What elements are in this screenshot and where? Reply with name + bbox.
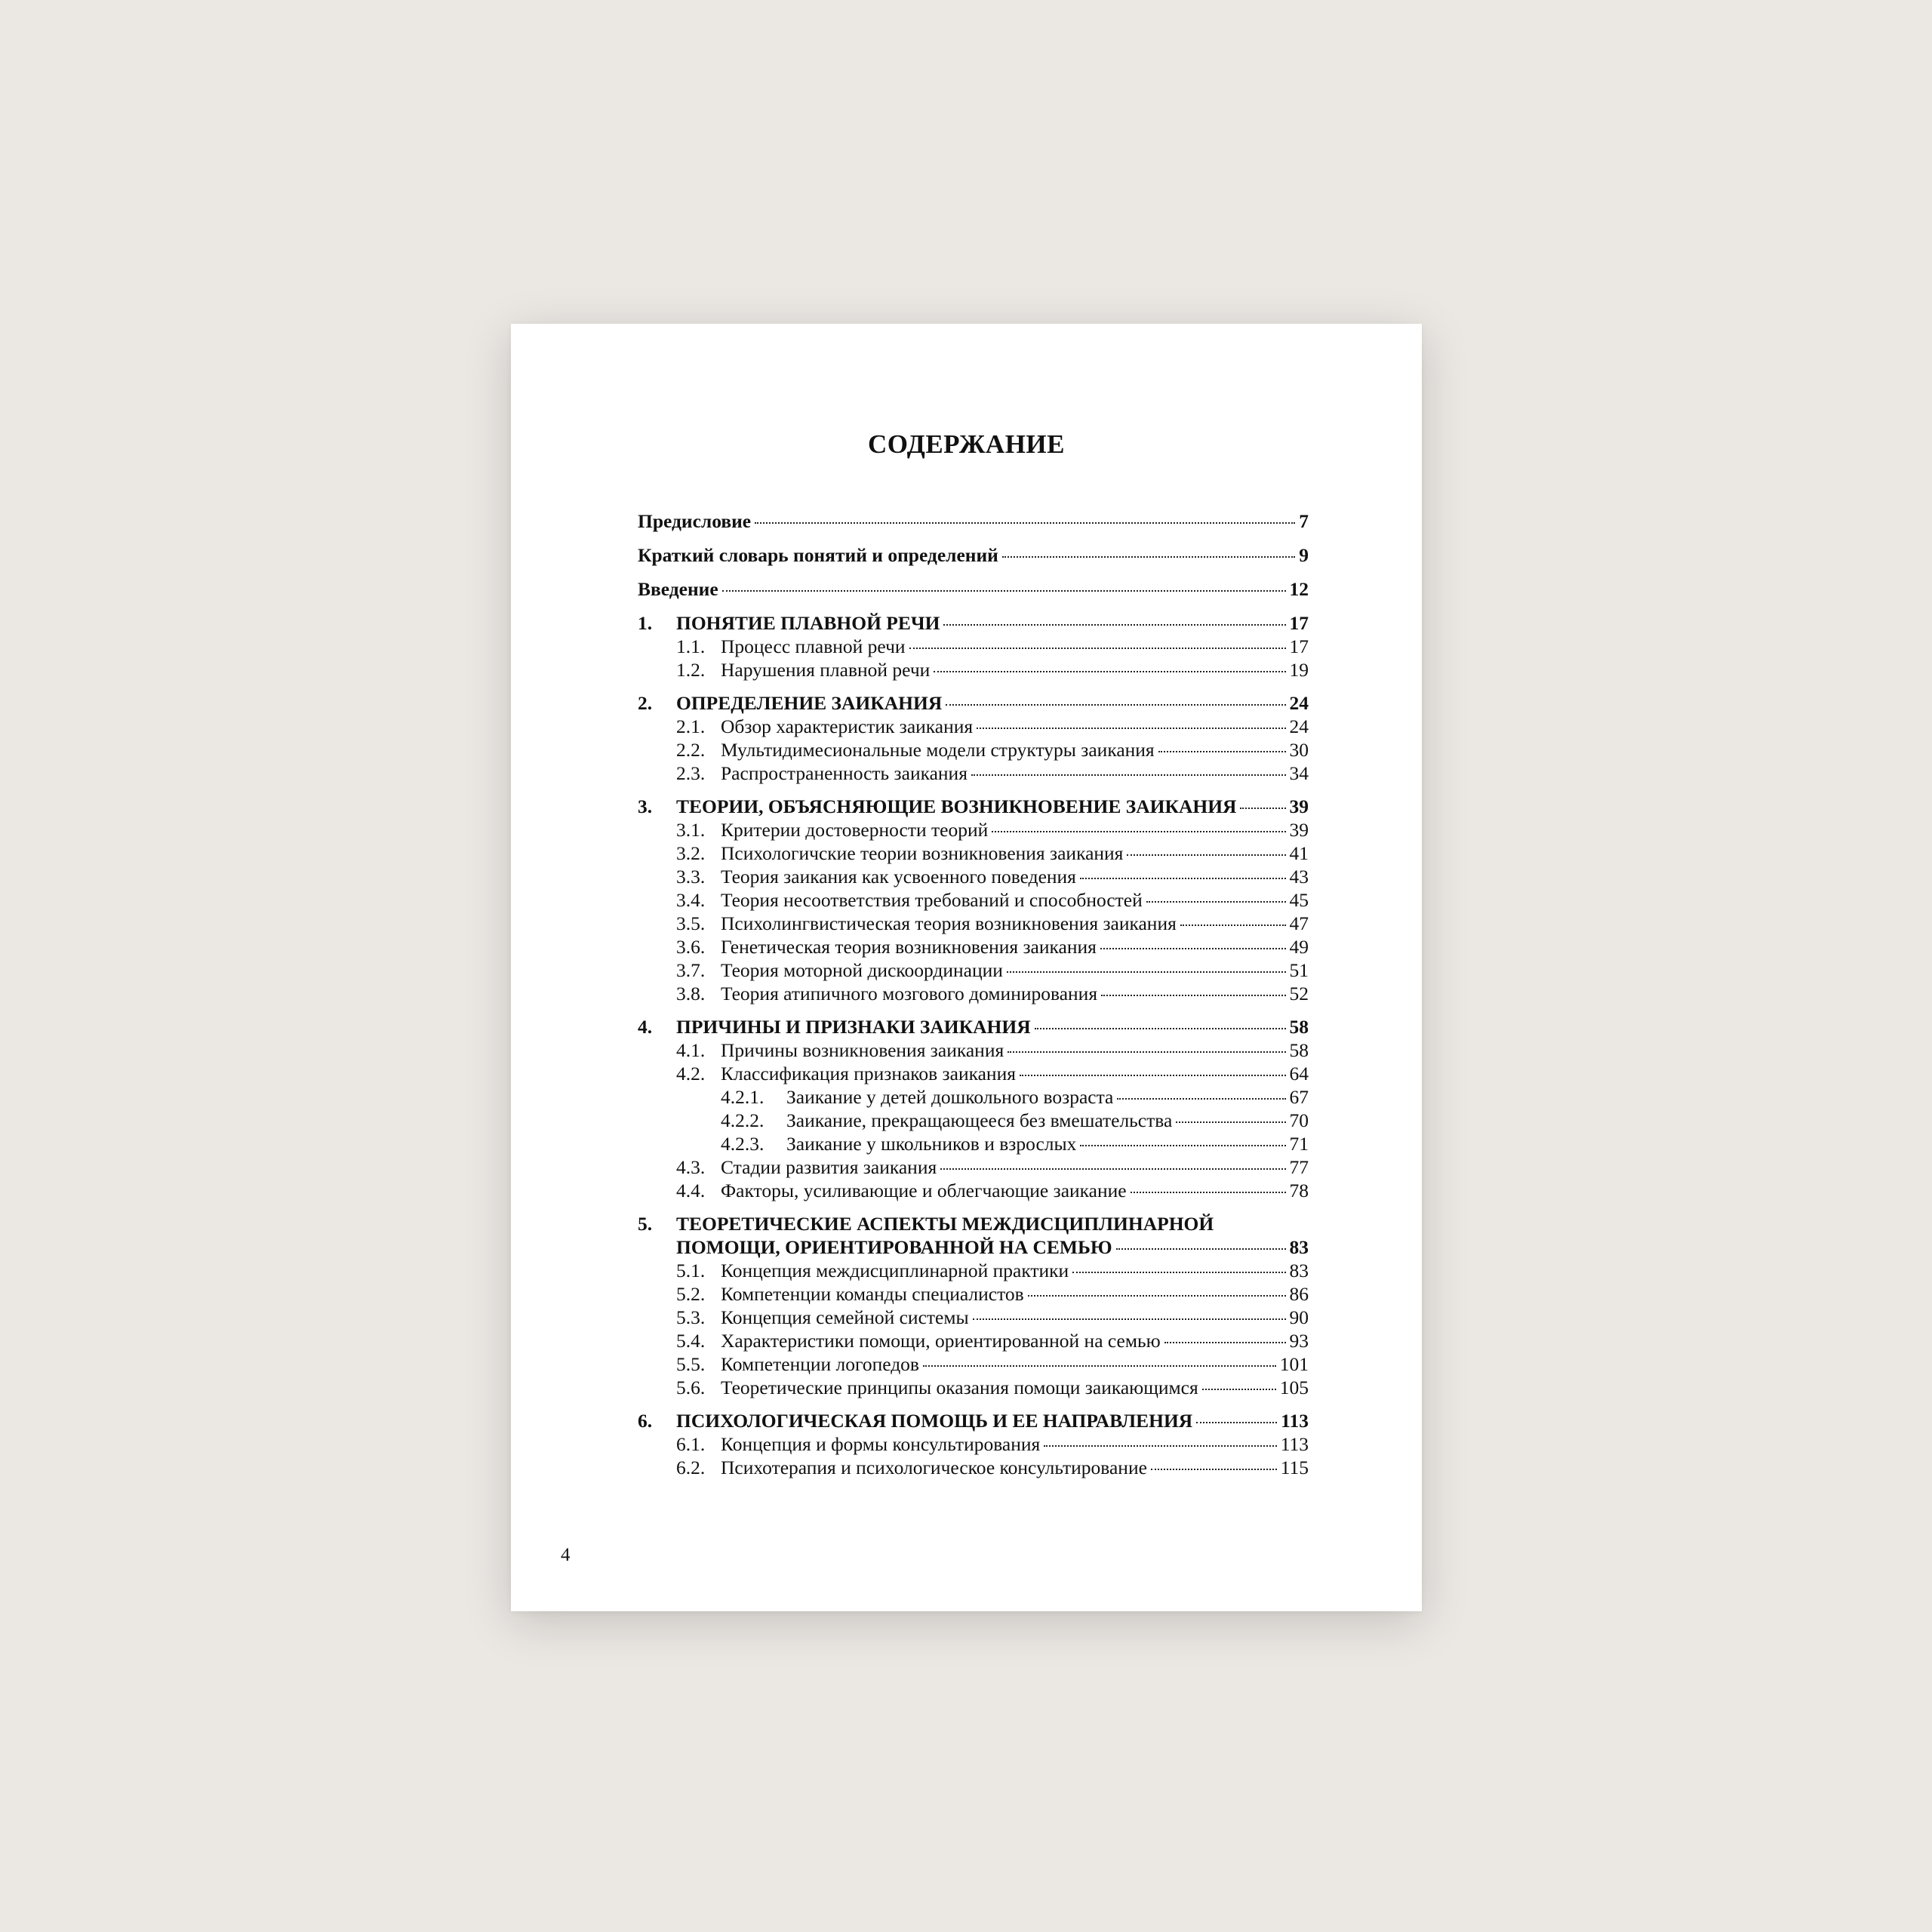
section-title: Критерии достоверности теорий [721, 819, 989, 841]
page-number: 64 [1289, 1063, 1309, 1084]
page-number: 47 [1289, 912, 1309, 934]
chapter-title: ПСИХОЛОГИЧЕСКАЯ ПОМОЩЬ И ЕЕ НАПРАВЛЕНИЯ [676, 1410, 1193, 1432]
dot-leader [1164, 1342, 1286, 1343]
section-number: 2.2. [676, 739, 706, 761]
dot-leader [1100, 948, 1286, 949]
dot-leader [977, 728, 1285, 729]
dot-leader [934, 671, 1285, 672]
dot-leader [1101, 995, 1285, 996]
dot-leader [1080, 878, 1286, 879]
page-number: 90 [1289, 1306, 1309, 1328]
page-number: 19 [1289, 659, 1309, 681]
dot-leader [1151, 1469, 1277, 1470]
section-title: Компетенции логопедов [721, 1353, 919, 1375]
page-number: 9 [1299, 544, 1309, 566]
dot-leader [1020, 1075, 1286, 1076]
chapter-title-line-1: ТЕОРЕТИЧЕСКИЕ АСПЕКТЫ МЕЖДИСЦИПЛИНАРНОЙ [676, 1213, 1214, 1235]
chapter-title-block [676, 1212, 1309, 1259]
section-number: 3.4. [676, 889, 706, 911]
toc-section[interactable] [638, 958, 1309, 982]
toc-title: СОДЕРЖАНИЕ [867, 429, 1065, 459]
section-title: Причины возникновения заикания [721, 1039, 1004, 1061]
section-title: Стадии развития заикания [721, 1156, 937, 1178]
entry-title: Предисловие [638, 510, 752, 532]
toc-section[interactable] [638, 1259, 1309, 1282]
subsection-title: Заикание у школьников и взрослых [786, 1133, 1077, 1155]
chapter-number: 6. [638, 1410, 653, 1432]
section-number: 4.2. [676, 1063, 706, 1084]
toc-section[interactable] [638, 912, 1309, 935]
section-title: Факторы, усиливающие и облегчающие заикание [721, 1180, 1127, 1201]
dot-leader [1080, 1145, 1285, 1146]
section-number: 3.2. [676, 842, 706, 864]
toc-section[interactable] [638, 935, 1309, 958]
chapter-number: 2. [638, 692, 653, 714]
toc-section[interactable] [638, 1179, 1309, 1202]
chapter-number: 4. [638, 1016, 653, 1038]
dot-leader [755, 522, 1295, 524]
toc-chapter-3[interactable] [638, 795, 1309, 818]
section-number: 4.3. [676, 1156, 706, 1178]
section-number: 4.1. [676, 1039, 706, 1061]
toc-chapter-4[interactable] [638, 1015, 1309, 1038]
section-title: Теоретические принципы оказания помощи заикающимся [721, 1377, 1198, 1398]
page-number: 86 [1289, 1283, 1309, 1305]
chapter-title-line-2-row [676, 1235, 1309, 1259]
toc-section[interactable] [638, 1155, 1309, 1179]
toc-section[interactable] [638, 1062, 1309, 1085]
dot-leader [1072, 1272, 1285, 1273]
section-number: 3.7. [676, 959, 706, 981]
toc-subsection[interactable] [638, 1085, 1309, 1109]
section-number: 5.1. [676, 1260, 706, 1281]
section-title: Обзор характеристик заикания [721, 715, 974, 737]
dot-leader [1035, 1028, 1286, 1029]
toc-section[interactable] [638, 841, 1309, 865]
dot-leader [1176, 1121, 1285, 1123]
dot-leader [1008, 1051, 1285, 1053]
subsection-number: 4.2.2. [721, 1109, 764, 1131]
dot-leader [722, 590, 1286, 592]
entry-title: Краткий словарь понятий и определений [638, 544, 998, 566]
dot-leader [1202, 1389, 1276, 1390]
table-of-contents [638, 509, 1309, 1479]
toc-section[interactable] [638, 818, 1309, 841]
toc-chapter-2[interactable] [638, 691, 1309, 715]
toc-section[interactable] [638, 658, 1309, 681]
section-title: Классификация признаков заикания [721, 1063, 1016, 1084]
page-number: 43 [1289, 866, 1309, 888]
section-number: 5.2. [676, 1283, 706, 1305]
section-number: 4.4. [676, 1180, 706, 1201]
section-number: 6.1. [676, 1433, 706, 1455]
chapter-number: 5. [638, 1213, 653, 1235]
section-title: Распространенность заикания [721, 762, 968, 784]
chapter-number: 3. [638, 795, 653, 817]
toc-section[interactable] [638, 1038, 1309, 1062]
section-title: Психологичские теории возникновения заикания [721, 842, 1124, 864]
page-number: 93 [1289, 1330, 1309, 1352]
entry-title: Введение [638, 578, 718, 600]
section-number: 2.3. [676, 762, 706, 784]
dot-leader [909, 648, 1286, 649]
toc-section[interactable] [638, 1329, 1309, 1352]
section-title: Компетенции команды специалистов [721, 1283, 1024, 1305]
page-folio-number: 4 [561, 1545, 571, 1565]
page-number: 101 [1279, 1353, 1309, 1375]
dot-leader [1196, 1422, 1277, 1423]
dot-leader [1127, 854, 1285, 856]
page-number: 52 [1289, 983, 1309, 1004]
page-number: 17 [1289, 635, 1309, 657]
section-title: Теория несоответствия требований и способностей [721, 889, 1143, 911]
chapter-title: ПРИЧИНЫ И ПРИЗНАКИ ЗАИКАНИЯ [676, 1016, 1031, 1038]
dot-leader [1002, 556, 1295, 558]
section-title: Концепция междисциплинарной практики [721, 1260, 1069, 1281]
page-number: 49 [1289, 936, 1309, 958]
dot-leader [1044, 1445, 1276, 1447]
toc-section[interactable] [638, 982, 1309, 1005]
section-title: Процесс плавной речи [721, 635, 906, 657]
page-number: 45 [1289, 889, 1309, 911]
section-number: 3.5. [676, 912, 706, 934]
chapter-title: ТЕОРИИ, ОБЪЯСНЯЮЩИЕ ВОЗНИКНОВЕНИЕ ЗАИКАНИЯ [676, 795, 1237, 817]
section-title: Нарушения плавной речи [721, 659, 931, 681]
dot-leader [1180, 924, 1286, 926]
section-title: Теория заикания как усвоенного поведения [721, 866, 1076, 888]
section-number: 6.2. [676, 1457, 706, 1478]
dot-leader [940, 1168, 1285, 1170]
dot-leader [946, 704, 1285, 706]
page-number: 113 [1280, 1433, 1309, 1455]
section-title: Генетическая теория возникновения заикания [721, 936, 1097, 958]
page-number: 83 [1289, 1260, 1309, 1281]
chapter-title-line-2: ПОМОЩИ, ОРИЕНТИРОВАННОЙ НА СЕМЬЮ [676, 1236, 1112, 1258]
toc-section[interactable] [638, 1432, 1309, 1456]
toc-entry-introduction[interactable] [638, 577, 1309, 601]
dot-leader [992, 831, 1285, 832]
page-number: 39 [1289, 819, 1309, 841]
page-number: 71 [1289, 1133, 1309, 1155]
page-number: 39 [1289, 795, 1309, 817]
subsection-number: 4.2.3. [721, 1133, 764, 1155]
toc-section[interactable] [638, 1352, 1309, 1376]
section-number: 3.3. [676, 866, 706, 888]
toc-section[interactable] [638, 1306, 1309, 1329]
toc-section[interactable] [638, 888, 1309, 912]
page-number: 30 [1289, 739, 1309, 761]
toc-subsection[interactable] [638, 1109, 1309, 1132]
page-number: 77 [1289, 1156, 1309, 1178]
page-number: 58 [1289, 1039, 1309, 1061]
dot-leader [943, 624, 1285, 626]
section-number: 3.6. [676, 936, 706, 958]
toc-section[interactable] [638, 761, 1309, 785]
page-number: 105 [1279, 1377, 1309, 1398]
toc-section[interactable] [638, 715, 1309, 738]
dot-leader [1117, 1098, 1285, 1100]
chapter-title: ОПРЕДЕЛЕНИЕ ЗАИКАНИЯ [676, 692, 943, 714]
page-number: 78 [1289, 1180, 1309, 1201]
page-number: 67 [1289, 1086, 1309, 1108]
section-number: 2.1. [676, 715, 706, 737]
section-title: Психотерапия и психологическое консультирование [721, 1457, 1147, 1478]
page-number: 24 [1289, 715, 1309, 737]
section-title: Психолингвистическая теория возникновения заикания [721, 912, 1177, 934]
dot-leader [1028, 1295, 1286, 1297]
section-number: 5.4. [676, 1330, 706, 1352]
dot-leader [1240, 808, 1285, 809]
chapter-title: ПОНЯТИЕ ПЛАВНОЙ РЕЧИ [676, 612, 940, 634]
dot-leader [971, 774, 1286, 776]
page-number: 83 [1289, 1236, 1309, 1258]
toc-entry-preface[interactable] [638, 509, 1309, 533]
dot-leader [923, 1365, 1276, 1367]
subsection-title: Заикание у детей дошкольного возраста [786, 1086, 1114, 1108]
subsection-number: 4.2.1. [721, 1086, 764, 1108]
section-number: 3.8. [676, 983, 706, 1004]
section-number: 1.2. [676, 659, 706, 681]
page-number: 17 [1289, 612, 1309, 634]
page-number: 7 [1299, 510, 1309, 532]
dot-leader [1146, 901, 1286, 903]
toc-entry-glossary[interactable] [638, 543, 1309, 567]
section-title: Мультидимесиональные модели структуры заикания [721, 739, 1155, 761]
dot-leader [1007, 971, 1286, 973]
section-title: Концепция и формы консультирования [721, 1433, 1041, 1455]
page-number: 51 [1289, 959, 1309, 981]
section-number: 1.1. [676, 635, 706, 657]
section-number: 5.5. [676, 1353, 706, 1375]
section-number: 3.1. [676, 819, 706, 841]
subsection-title: Заикание, прекращающееся без вмешательства [786, 1109, 1173, 1131]
page-number: 41 [1289, 842, 1309, 864]
page-number: 12 [1289, 578, 1309, 600]
book-page [511, 324, 1422, 1611]
page-number: 24 [1289, 692, 1309, 714]
page-number: 34 [1289, 762, 1309, 784]
section-number: 5.6. [676, 1377, 706, 1398]
section-title: Теория атипичного мозгового доминирования [721, 983, 1098, 1004]
toc-chapter-1[interactable] [638, 611, 1309, 635]
dot-leader [1158, 751, 1286, 752]
toc-section[interactable] [638, 1282, 1309, 1306]
section-number: 5.3. [676, 1306, 706, 1328]
page-number: 113 [1281, 1410, 1309, 1432]
toc-section[interactable] [638, 635, 1309, 658]
toc-section[interactable] [638, 1376, 1309, 1399]
page-number: 58 [1289, 1016, 1309, 1038]
toc-section[interactable] [638, 865, 1309, 888]
section-title: Теория моторной дискоординации [721, 959, 1003, 981]
toc-section[interactable] [638, 738, 1309, 761]
toc-subsection[interactable] [638, 1132, 1309, 1155]
toc-chapter-5[interactable] [638, 1212, 1309, 1259]
toc-chapter-6[interactable] [638, 1409, 1309, 1432]
dot-leader [973, 1318, 1286, 1320]
dot-leader [1116, 1248, 1286, 1250]
dot-leader [1131, 1192, 1286, 1193]
page-number: 70 [1289, 1109, 1309, 1131]
section-title: Концепция семейной системы [721, 1306, 969, 1328]
page-number: 115 [1280, 1457, 1309, 1478]
chapter-number: 1. [638, 612, 653, 634]
toc-section[interactable] [638, 1456, 1309, 1479]
section-title: Характеристики помощи, ориентированной на семью [721, 1330, 1161, 1352]
